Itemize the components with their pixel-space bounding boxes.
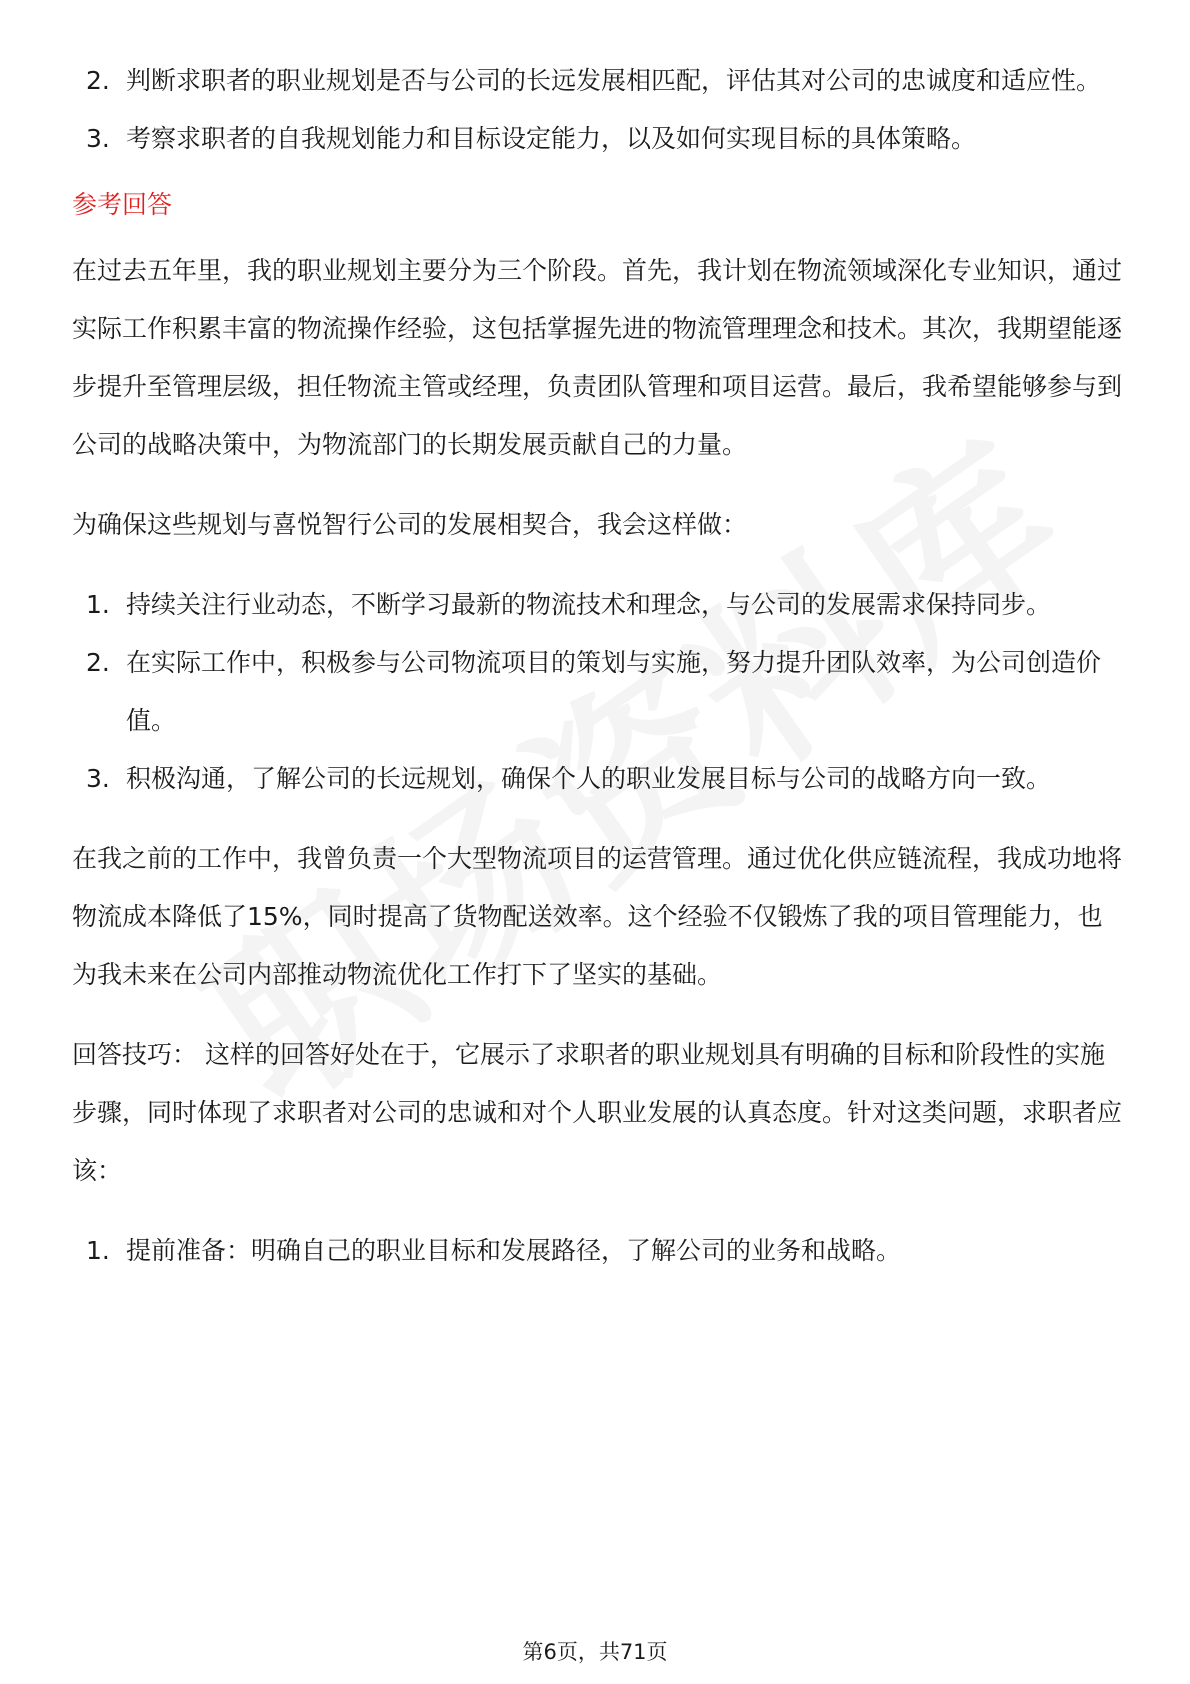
list-item <box>72 1222 1122 1280</box>
list-number: 1. <box>86 590 110 619</box>
list-item <box>72 576 1122 634</box>
list-item-text: 判断求职者的职业规划是否与公司的长远发展相匹配，评估其对公司的忠诚度和适应性。 <box>126 66 1102 95</box>
intro-paragraph: 为确保这些规划与喜悦智行公司的发展相契合，我会这样做： <box>72 510 748 539</box>
criteria-list <box>72 52 1122 168</box>
list-item-text: 考察求职者的自我规划能力和目标设定能力，以及如何实现目标的具体策略。 <box>126 124 977 153</box>
action-list <box>72 576 1122 808</box>
list-number: 2. <box>86 648 110 677</box>
list-item-text: 提前准备：明确自己的职业目标和发展路径，了解公司的业务和战略。 <box>126 1236 902 1265</box>
section-heading: 参考回答 <box>72 190 173 219</box>
list-item-text: 在实际工作中，积极参与公司物流项目的策划与实施，努力提升团队效率，为公司创造价值。 <box>126 648 1102 735</box>
list-item <box>72 110 1122 168</box>
page-content <box>72 52 1122 1280</box>
tips-list <box>72 1222 1122 1280</box>
experience-paragraph: 在我之前的工作中，我曾负责一个大型物流项目的运营管理。通过优化供应链流程，我成功地将物流成本降低了15%，同时提高了货物配送效率。这个经验不仅锻炼了我的项目管理能力，也为我未来在公司内部推动物流优化工作打下了坚实的基础。 <box>72 844 1123 989</box>
tips-paragraph: 回答技巧： 这样的回答好处在于，它展示了求职者的职业规划具有明确的目标和阶段性的实施步骤，同时体现了求职者对公司的忠诚和对个人职业发展的认真态度。针对这类问题，求职者应该： <box>72 1040 1123 1185</box>
list-number: 1. <box>86 1236 110 1265</box>
list-item <box>72 634 1122 750</box>
answer-paragraph: 在过去五年里，我的职业规划主要分为三个阶段。首先，我计划在物流领域深化专业知识，通过实际工作积累丰富的物流操作经验，这包括掌握先进的物流管理理念和技术。其次，我期望能逐步提升至管理层级，担任物流主管或经理，负责团队管理和项目运营。最后，我希望能够参与到公司的战略决策中，为物流部门的长期发展贡献自己的力量。 <box>72 256 1123 459</box>
list-number: 3. <box>86 764 110 793</box>
list-number: 2. <box>86 66 110 95</box>
list-item-text: 持续关注行业动态，不断学习最新的物流技术和理念，与公司的发展需求保持同步。 <box>126 590 1052 619</box>
list-item <box>72 52 1122 110</box>
list-number: 3. <box>86 124 110 153</box>
page-footer: 第6页，共71页 <box>522 1640 668 1664</box>
list-item-text: 积极沟通，了解公司的长远规划，确保个人的职业发展目标与公司的战略方向一致。 <box>126 764 1052 793</box>
list-item <box>72 750 1122 808</box>
